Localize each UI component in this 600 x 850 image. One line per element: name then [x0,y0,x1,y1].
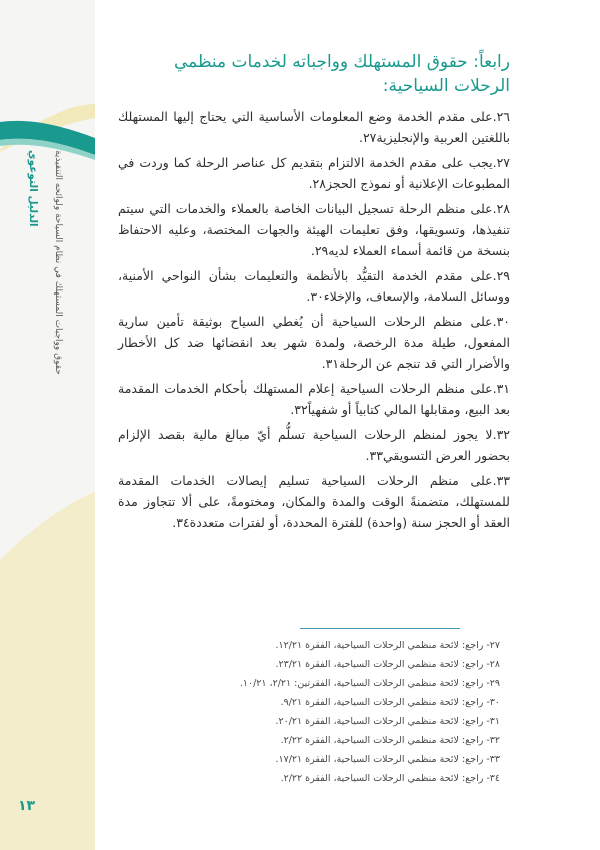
sidebar [0,0,95,850]
list-item [118,198,510,261]
item-number: ٢٩. [492,268,510,283]
list-item [118,311,510,374]
section-heading-line-2: الرحلات السياحية: [382,76,510,96]
footnotes [180,636,500,788]
footnote: ٣٤- راجع: لائحة منظمي الرحلات السياحية، الفقرة ٢/٢٢. [280,773,500,784]
footnote: ٣١- راجع: لائحة منظمي الرحلات السياحية، الفقرة ٢٠/٢١. [275,716,500,727]
footnote: ٢٨- راجع: لائحة منظمي الرحلات السياحية، الفقرة ٢٣/٢١. [275,659,500,670]
item-number: ٣٣. [492,473,510,488]
rights-list [118,106,510,533]
item-number: ٢٨. [492,201,510,216]
item-text: على مقدم الخدمة وضع المعلومات الأساسية التي يحتاج إليها المستهلك باللغتين العربية والإنجليزية٢٧. [118,109,510,145]
section-heading-line-1: رابعاً: حقوق المستهلك وواجباته لخدمات منظمي [173,52,510,72]
footnote: ٢٩- راجع: لائحة منظمي الرحلات السياحية، الفقرتين: ٢/٢١، ١٠/٢١. [239,678,500,689]
item-text: على مقدم الخدمة التقيُّد بالأنظمة والتعليمات بشأن النواحي الأمنية، ووسائل السلامة، والإسعاف، والإخلاء٣٠. [118,268,510,304]
item-text: لا يجوز لمنظم الرحلات السياحية تسلُّم أيّ مبالغ مالية بقصد الإلزام بحضور العرض التسويقي٣٣. [118,427,510,463]
item-number: ٣٢. [492,427,510,442]
item-text: على منظم الرحلات السياحية تسليم إيصالات الخدمات المقدمة للمستهلك، متضمنةً الوقت والمدة والمكان، ومختومةً، على ألا تتجاوز مدة العقد أو الحجز سنة (واحدة) للفترة المحددة، أو لفترات متعددة٣٤. [118,473,510,530]
footnote: ٣٠- راجع: لائحة منظمي الرحلات السياحية، الفقرة ٩/٢١. [280,697,500,708]
list-item [118,424,510,466]
item-text: على منظم الرحلات السياحية أن يُغطي السياح بوثيقة تأمين سارية المفعول، طيلة مدة الرخصة، ولمدة شهر بعد انقضائها ضد كل الأخطار والأضرار التي قد تنجم عن الرحلة٣١. [118,314,510,371]
page-number: ١٣ [18,798,36,814]
item-number: ٢٧. [492,155,510,170]
footnote-divider [300,628,460,629]
footnote: ٣٢- راجع: لائحة منظمي الرحلات السياحية، الفقرة ٢/٢٢. [280,735,500,746]
footnote: ٢٧- راجع: لائحة منظمي الرحلات السياحية، الفقرة ١٢/٢١. [275,640,500,651]
item-text: يجب على مقدم الخدمة الالتزام بتقديم كل عناصر الرحلة كما وردت في المطبوعات الإعلانية أو نموذج الحجز٢٨. [118,155,510,191]
sidebar-subtitle: حقوق وواجبات المستهلك في نظام السياحة ولوائحه التنفيذية [53,150,63,375]
item-number: ٢٦. [492,109,510,124]
sidebar-title: الدليل التوعوي [27,150,39,227]
sidebar-vertical-text [4,150,94,640]
item-number: ٣١. [492,381,510,396]
section-heading [118,50,510,98]
item-text: على منظم الرحلة تسجيل البيانات الخاصة بالعملاء والخدمات التي سيتم تنفيذها، وتسويقها، وفق تعليمات الهيئة والجهات المختصة، وعليه الاحتفاظ بنسخة من قائمة أسماء العملاء لديه٢٩. [118,201,510,258]
list-item [118,378,510,420]
list-item [118,265,510,307]
footnote: ٣٣- راجع: لائحة منظمي الرحلات السياحية، الفقرة ١٧/٢١. [275,754,500,765]
item-text: على منظم الرحلات السياحية إعلام المستهلك بأحكام الخدمات المقدمة بعد البيع، ومقابلها المالي كتابياً أو شفهياً٣٢. [118,381,510,417]
list-item [118,106,510,148]
list-item [118,152,510,194]
main-content [118,50,510,537]
list-item [118,470,510,533]
item-number: ٣٠. [492,314,510,329]
